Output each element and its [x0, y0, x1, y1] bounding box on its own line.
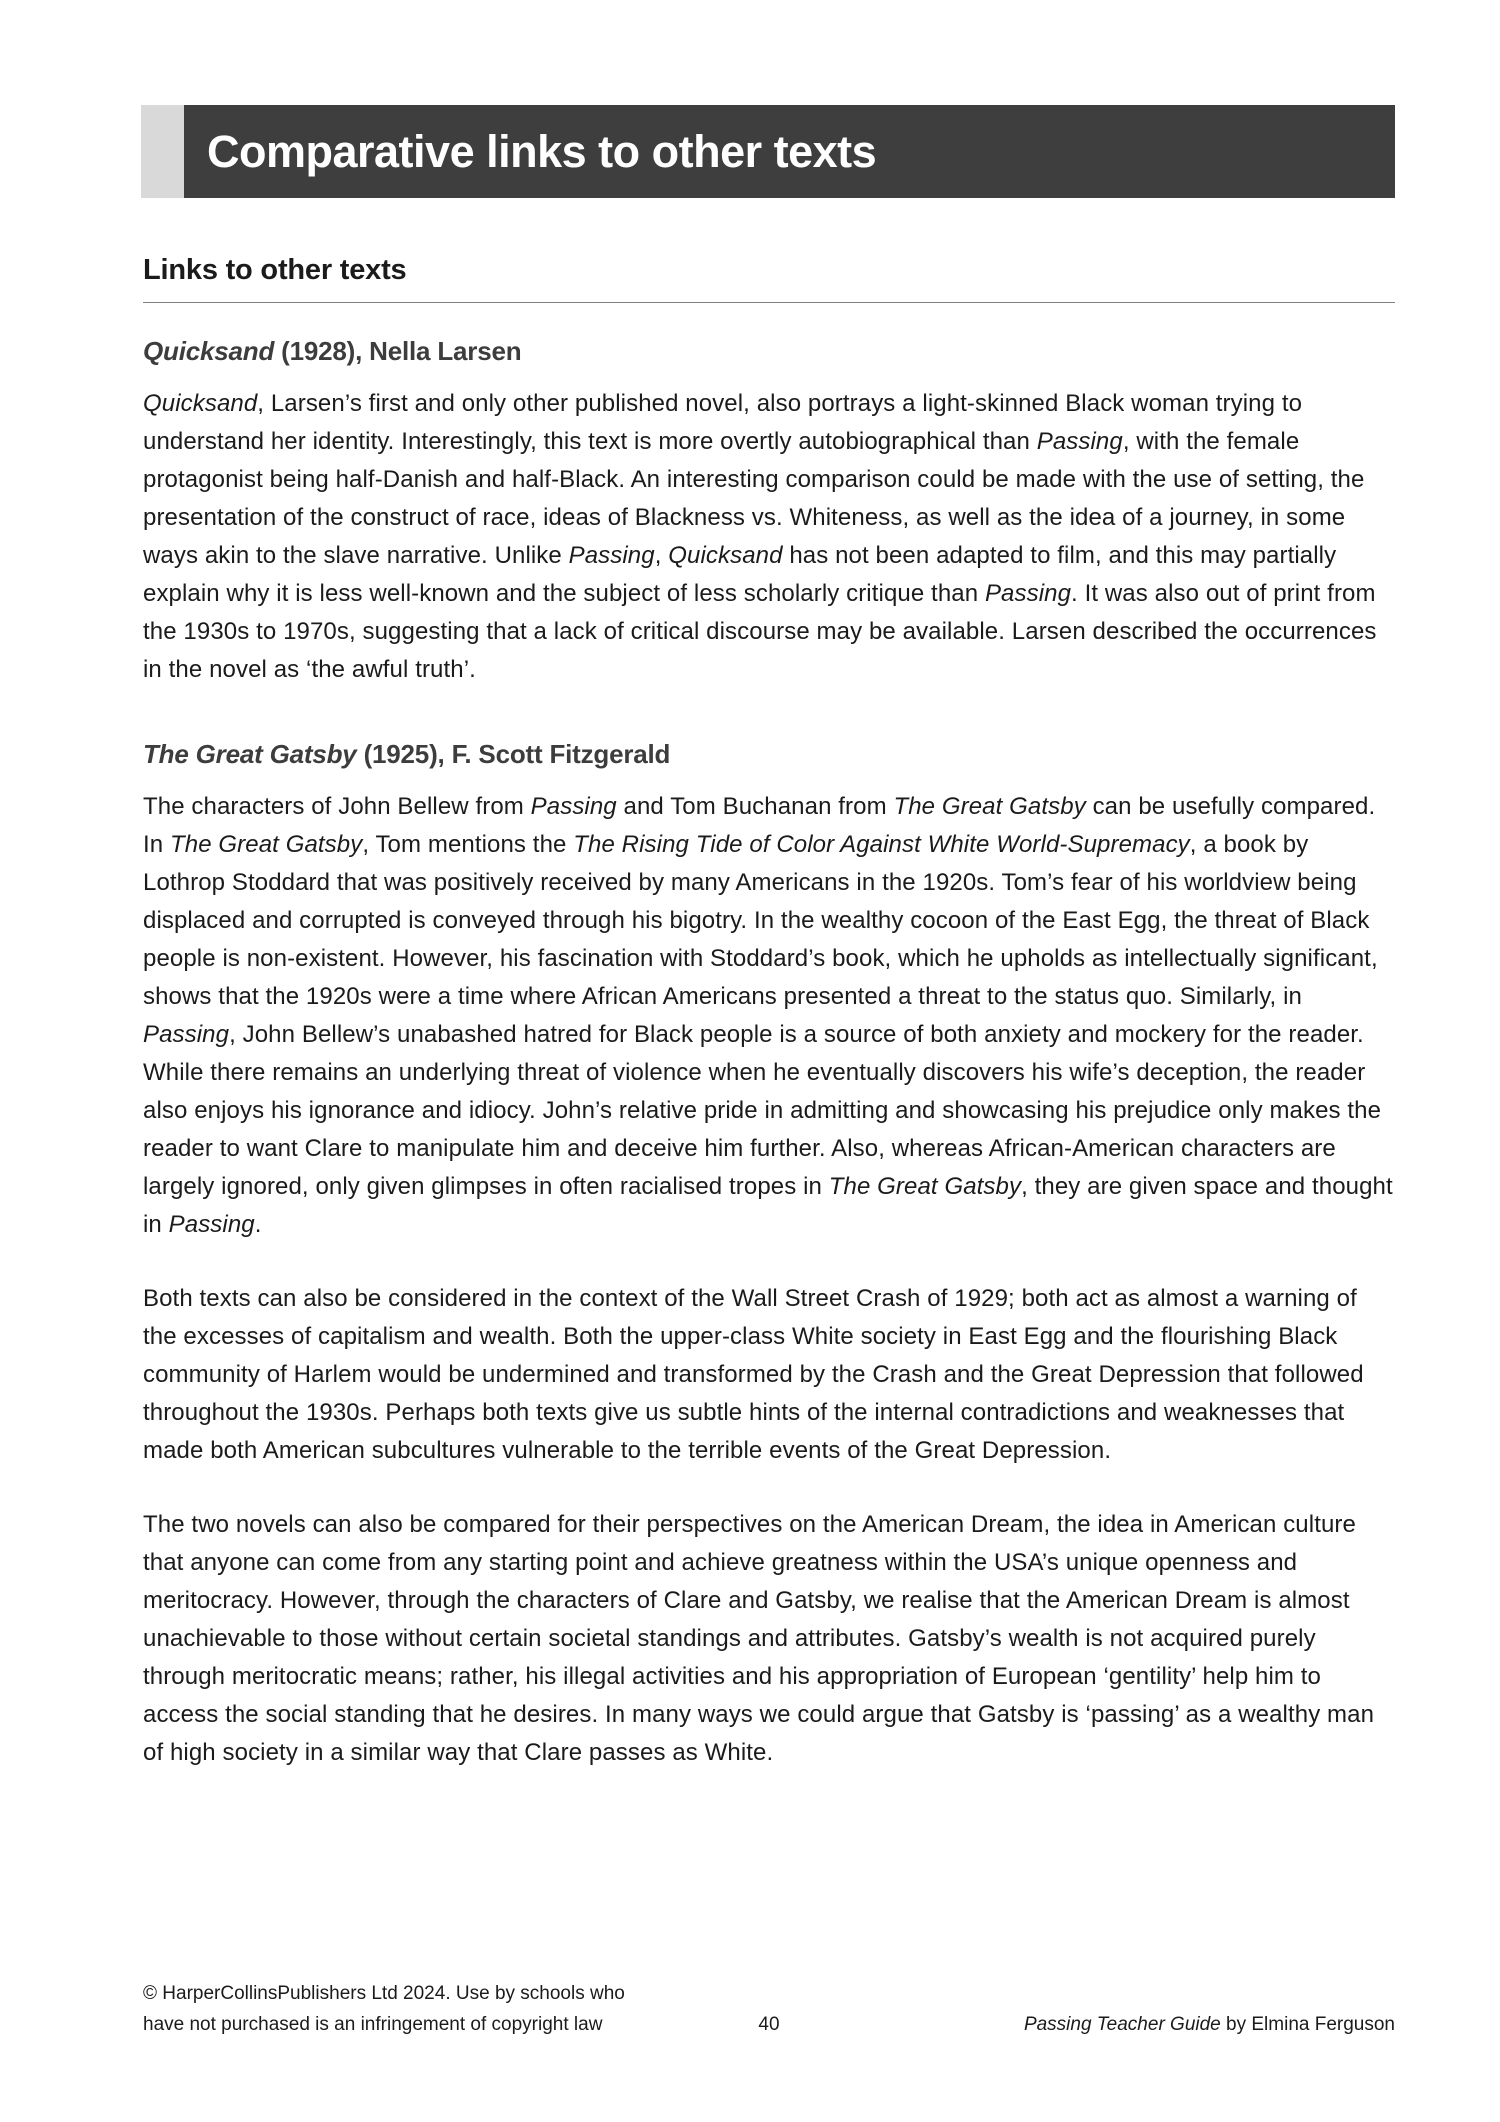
heading-divider	[143, 302, 1395, 303]
banner-title-bar	[184, 105, 1395, 198]
body-paragraph: Both texts can also be considered in the context of the Wall Street Crash of 1929; both act as almost a warning of the excesses of capitalism and wealth. Both the upper-class White society in East Egg and the flourishing Black community of Harlem would be undermined and transformed by the Crash and the Great Depression that followed throughout the 1930s. Perhaps both texts give us subtle hints of the internal contradictions and weaknesses that made both American subcultures vulnerable to the terrible events of the Great Depression.	[143, 1285, 1364, 1464]
copyright-line-1: © HarperCollinsPublishers Ltd 2024. Use by schools who	[143, 1983, 625, 2004]
copyright-notice	[143, 1978, 625, 2040]
subsection-heading-gatsby: The Great Gatsby (1925), F. Scott Fitzgerald	[143, 739, 671, 769]
main-heading: Links to other texts	[143, 254, 407, 286]
section-quicksand	[143, 336, 1395, 689]
page-number: 40	[758, 2014, 780, 2035]
subsection-heading-quicksand: Quicksand (1928), Nella Larsen	[143, 336, 522, 366]
page-footer	[143, 1978, 1395, 2040]
banner-accent-square	[141, 105, 184, 198]
credit-line: Passing Teacher Guide by Elmina Ferguson	[1023, 2014, 1395, 2035]
section-great-gatsby	[143, 739, 1395, 1772]
document-content	[143, 198, 1395, 1772]
body-paragraph: Quicksand, Larsen’s first and only other published novel, also portrays a light-skinned Black woman trying to understand her identity. Interestingly, this text is more overtly autobiographical than Passing, with the female protagonist being half-Danish and half-Black. An interesting comparison could be made with the use of setting, the presentation of the construct of race, ideas of Blackness vs. Whiteness, as well as the idea of a journey, in some ways akin to the slave narrative. Unlike Passing, Quicksand has not been adapted to film, and this may partially explain why it is less well-known and the subject of less scholarly critique than Passing. It was also out of print from the 1930s to 1970s, suggesting that a lack of critical discourse may be available. Larsen described the occurrences in the novel as ‘the awful truth’.	[143, 390, 1377, 683]
copyright-line-2: have not purchased is an infringement of copyright law	[143, 2014, 603, 2035]
title-banner	[141, 105, 1395, 198]
body-paragraph: The two novels can also be compared for their perspectives on the American Dream, the idea in American culture that anyone can come from any starting point and achieve greatness within the USA’s unique openness and meritocracy. However, through the characters of Clare and Gatsby, we realise that the American Dream is almost unachievable to those without certain societal standings and attributes. Gatsby’s wealth is not acquired purely through meritocratic means; rather, his illegal activities and his appropriation of European ‘gentility’ help him to access the social standing that he desires. In many ways we could argue that Gatsby is ‘passing’ as a wealthy man of high society in a similar way that Clare passes as White.	[143, 1511, 1375, 1766]
body-paragraph: The characters of John Bellew from Passing and Tom Buchanan from The Great Gatsby can be usefully compared. In The Great Gatsby, Tom mentions the The Rising Tide of Color Against White World-Supremacy, a book by Lothrop Stoddard that was positively received by many Americans in the 1920s. Tom’s fear of his worldview being displaced and corrupted is conveyed through his bigotry. In the wealthy cocoon of the East Egg, the threat of Black people is non-existent. However, his fascination with Stoddard’s book, which he upholds as intellectually significant, shows that the 1920s were a time where African Americans presented a threat to the status quo. Similarly, in Passing, John Bellew’s unabashed hatred for Black people is a source of both anxiety and mockery for the reader. While there remains an underlying threat of violence when he eventually discovers his wife’s deception, the reader also enjoys his ignorance and idiocy. John’s relative pride in admitting and showcasing his prejudice only makes the reader to want Clare to manipulate him and deceive him further. Also, whereas African-American characters are largely ignored, only given glimpses in often racialised tropes in The Great Gatsby, they are given space and thought in Passing.	[143, 793, 1393, 1238]
page-title: Comparative links to other texts	[207, 125, 877, 177]
